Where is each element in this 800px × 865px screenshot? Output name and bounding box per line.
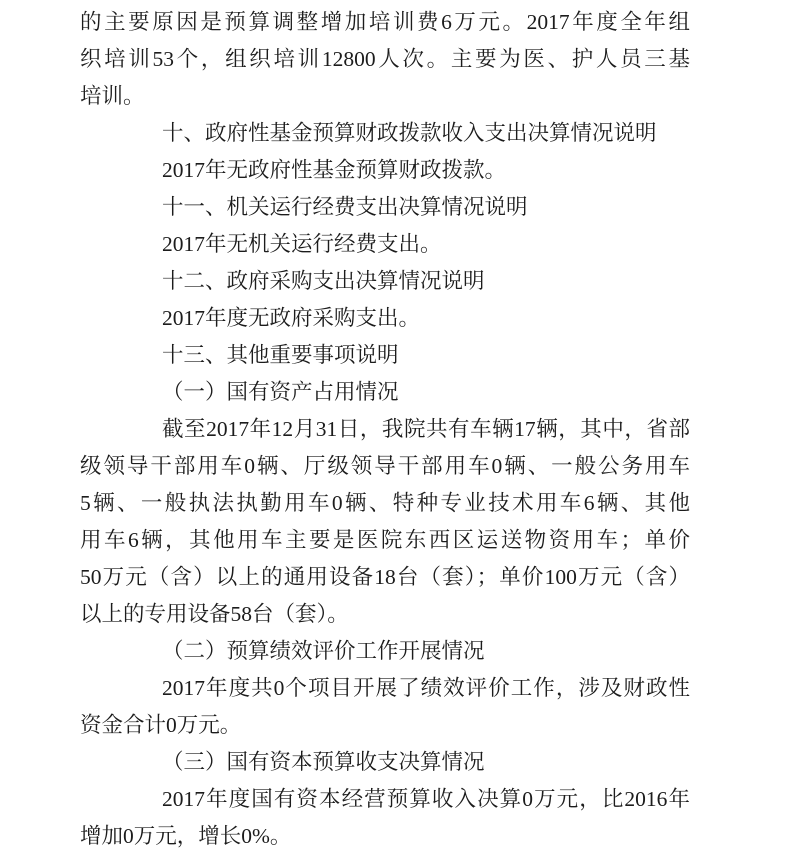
heading-subsection-1: （一）国有资产占用情况 (162, 380, 399, 404)
paragraph-line: 织培训53个，组织培训12800人次。主要为医、护人员三基 (80, 47, 690, 71)
paragraph-line: 的主要原因是预算调整增加培训费6万元。2017年度全年组 (80, 10, 690, 34)
paragraph-line: 级领导干部用车0辆、厅级领导干部用车0辆、一般公务用车 (80, 454, 690, 478)
paragraph-line: 以上的专用设备58台（套）。 (80, 602, 349, 626)
paragraph-line: 2017年度无政府采购支出。 (162, 306, 421, 330)
heading-subsection-2: （二）预算绩效评价工作开展情况 (162, 639, 485, 663)
heading-section-11: 十一、机关运行经费支出决算情况说明 (162, 195, 528, 219)
paragraph-line: 截至2017年12月31日，我院共有车辆17辆，其中，省部 (162, 417, 690, 441)
paragraph-line: 资金合计0万元。 (80, 713, 242, 737)
paragraph-line: 2017年度国有资本经营预算收入决算0万元，比2016年 (162, 787, 690, 811)
heading-subsection-3: （三）国有资本预算收支决算情况 (162, 750, 485, 774)
paragraph-line: 培训。 (80, 84, 145, 108)
heading-section-13: 十三、其他重要事项说明 (162, 343, 399, 367)
paragraph-line: 2017年度共0个项目开展了绩效评价工作，涉及财政性 (162, 676, 690, 700)
heading-section-12: 十二、政府采购支出决算情况说明 (162, 269, 485, 293)
paragraph-line: 5辆、一般执法执勤用车0辆、特种专业技术用车6辆、其他 (80, 491, 690, 515)
paragraph-line: 2017年无政府性基金预算财政拨款。 (162, 158, 507, 182)
paragraph-line: 用车6辆，其他用车主要是医院东西区运送物资用车；单价 (80, 528, 690, 552)
paragraph-line: 增加0万元，增长0%。 (80, 824, 292, 848)
paragraph-line: 2017年无机关运行经费支出。 (162, 232, 442, 256)
paragraph-line: 50万元（含）以上的通用设备18台（套）；单价100万元（含） (80, 565, 690, 589)
heading-section-10: 十、政府性基金预算财政拨款收入支出决算情况说明 (162, 121, 657, 145)
